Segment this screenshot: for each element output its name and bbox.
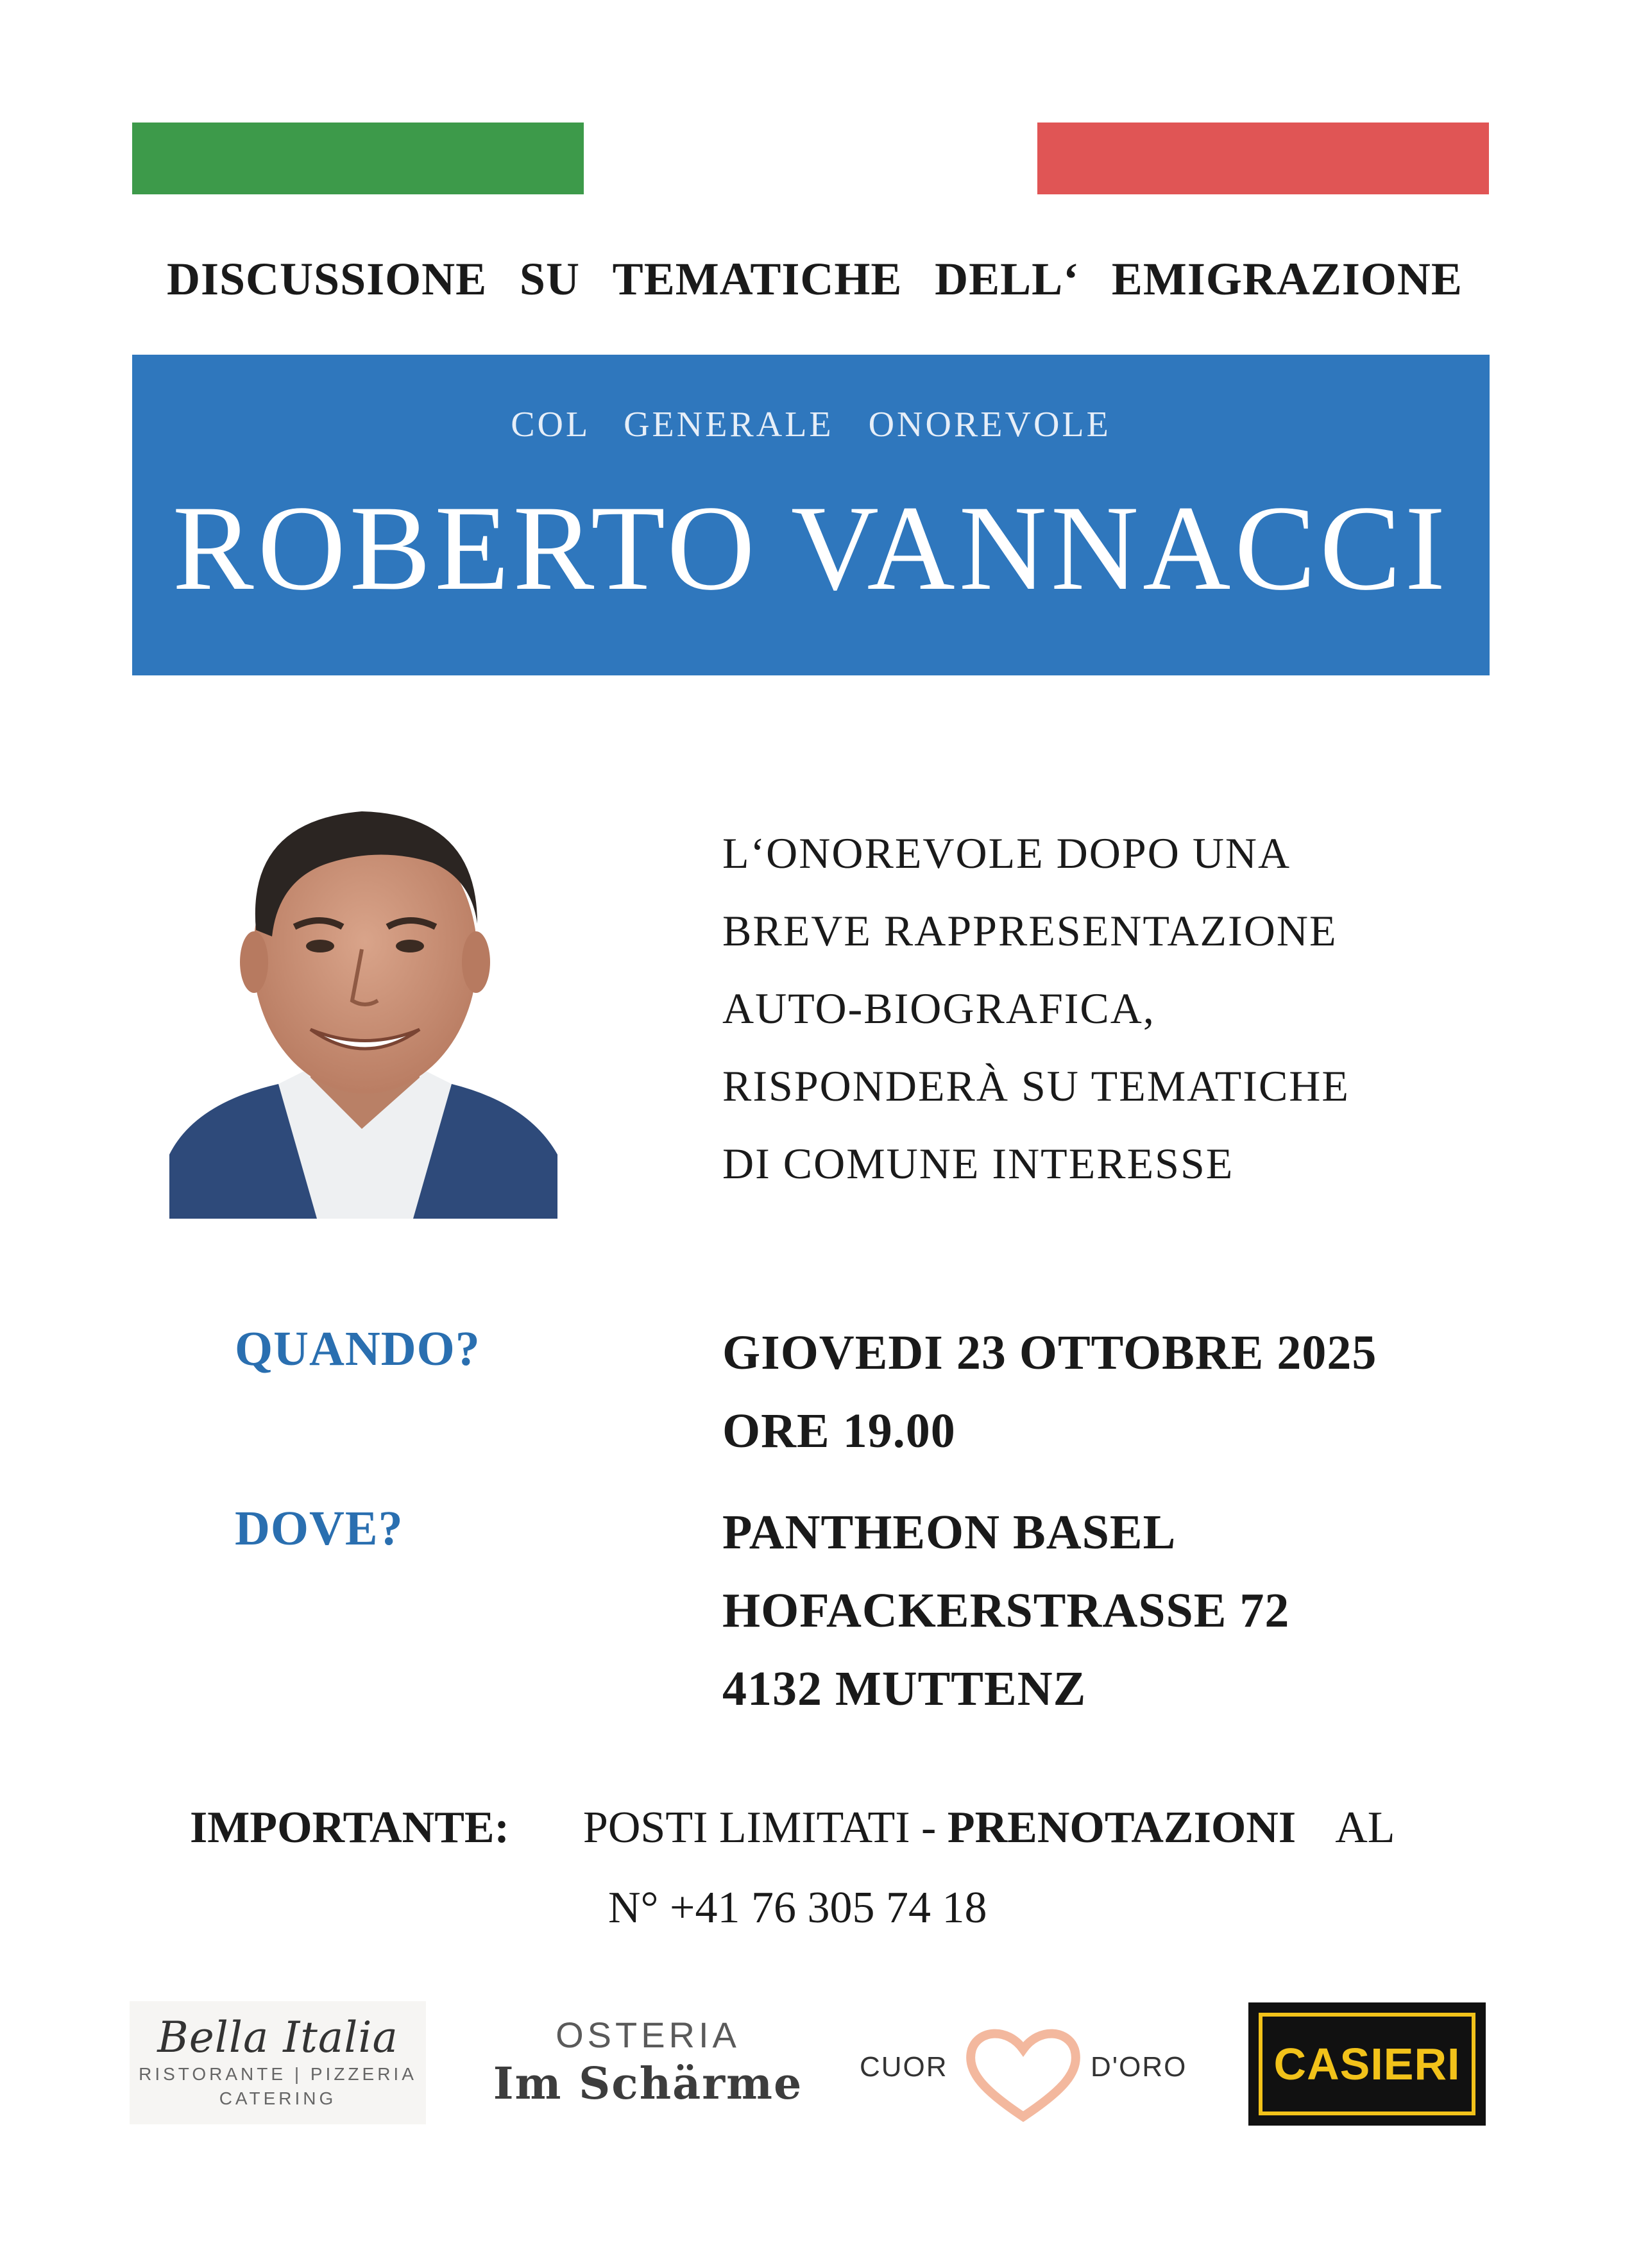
venue-street: HOFACKERSTRASSE 72 — [722, 1584, 1290, 1638]
osteria-logo — [488, 2014, 808, 2110]
flag-red-stripe — [1037, 123, 1489, 194]
cuor-doro-right: D'ORO — [1091, 2051, 1187, 2083]
when-value — [722, 1314, 1377, 1470]
when-label: QUANDO? — [235, 1322, 480, 1376]
osteria-name: Im Schärme — [493, 2058, 803, 2110]
heart-icon — [959, 2020, 1087, 2129]
headline-word: SU — [519, 253, 580, 305]
flag-green-stripe — [132, 123, 584, 194]
banner-subtitle: COL GENERALE ONOREVOLE — [511, 405, 1111, 444]
description — [722, 815, 1556, 1203]
bella-italia-line2: CATERING — [219, 2088, 337, 2108]
bella-italia-logo — [130, 2001, 426, 2124]
event-date: GIOVEDI 23 OTTOBRE 2025 — [722, 1326, 1377, 1380]
description-line: BREVE RAPPRESENTAZIONE — [722, 906, 1338, 955]
banner-name: ROBERTO VANNACCI — [172, 481, 1450, 616]
important-label: IMPORTANTE: — [190, 1803, 509, 1852]
where-label: DOVE? — [235, 1502, 404, 1555]
venue-city: 4132 MUTTENZ — [722, 1662, 1087, 1716]
description-line: RISPONDERÀ SU TEMATICHE — [722, 1062, 1350, 1110]
description-line: L‘ONOREVOLE DOPO UNA — [722, 829, 1291, 877]
cuor-doro-left: CUOR — [860, 2051, 948, 2083]
bella-italia-line1: RISTORANTE | PIZZERIA — [139, 2064, 417, 2084]
where-value — [722, 1493, 1289, 1728]
casieri-name: CASIERI — [1273, 2039, 1461, 2089]
phone-number: N° +41 76 305 74 18 — [608, 1883, 987, 1933]
portrait-photo — [169, 744, 557, 1219]
osteria-top: OSTERIA — [556, 2015, 740, 2055]
casieri-frame — [1259, 2013, 1475, 2115]
portrait-icon — [169, 744, 557, 1219]
cuor-doro-logo — [860, 2020, 1193, 2123]
headline-word: DELL‘ — [935, 253, 1080, 305]
venue-name: PANTHEON BASEL — [722, 1505, 1177, 1559]
bella-italia-name: Bella Italia — [157, 2013, 398, 2062]
headline-word: TEMATICHE — [612, 253, 903, 305]
headline-word: DISCUSSIONE — [167, 253, 488, 305]
important-text: POSTI LIMITATI - — [582, 1803, 948, 1852]
important-bold: PRENOTAZIONI — [947, 1803, 1296, 1852]
description-line: DI COMUNE INTERESSE — [722, 1139, 1234, 1188]
important-text-end: AL — [1335, 1803, 1395, 1852]
description-line: AUTO-BIOGRAFICA, — [722, 984, 1155, 1033]
headline — [128, 244, 1501, 314]
important-notice — [190, 1802, 1473, 1854]
casieri-logo — [1248, 2002, 1486, 2126]
event-time: ORE 19.00 — [722, 1404, 956, 1458]
headline-word: EMIGRAZIONE — [1111, 253, 1463, 305]
